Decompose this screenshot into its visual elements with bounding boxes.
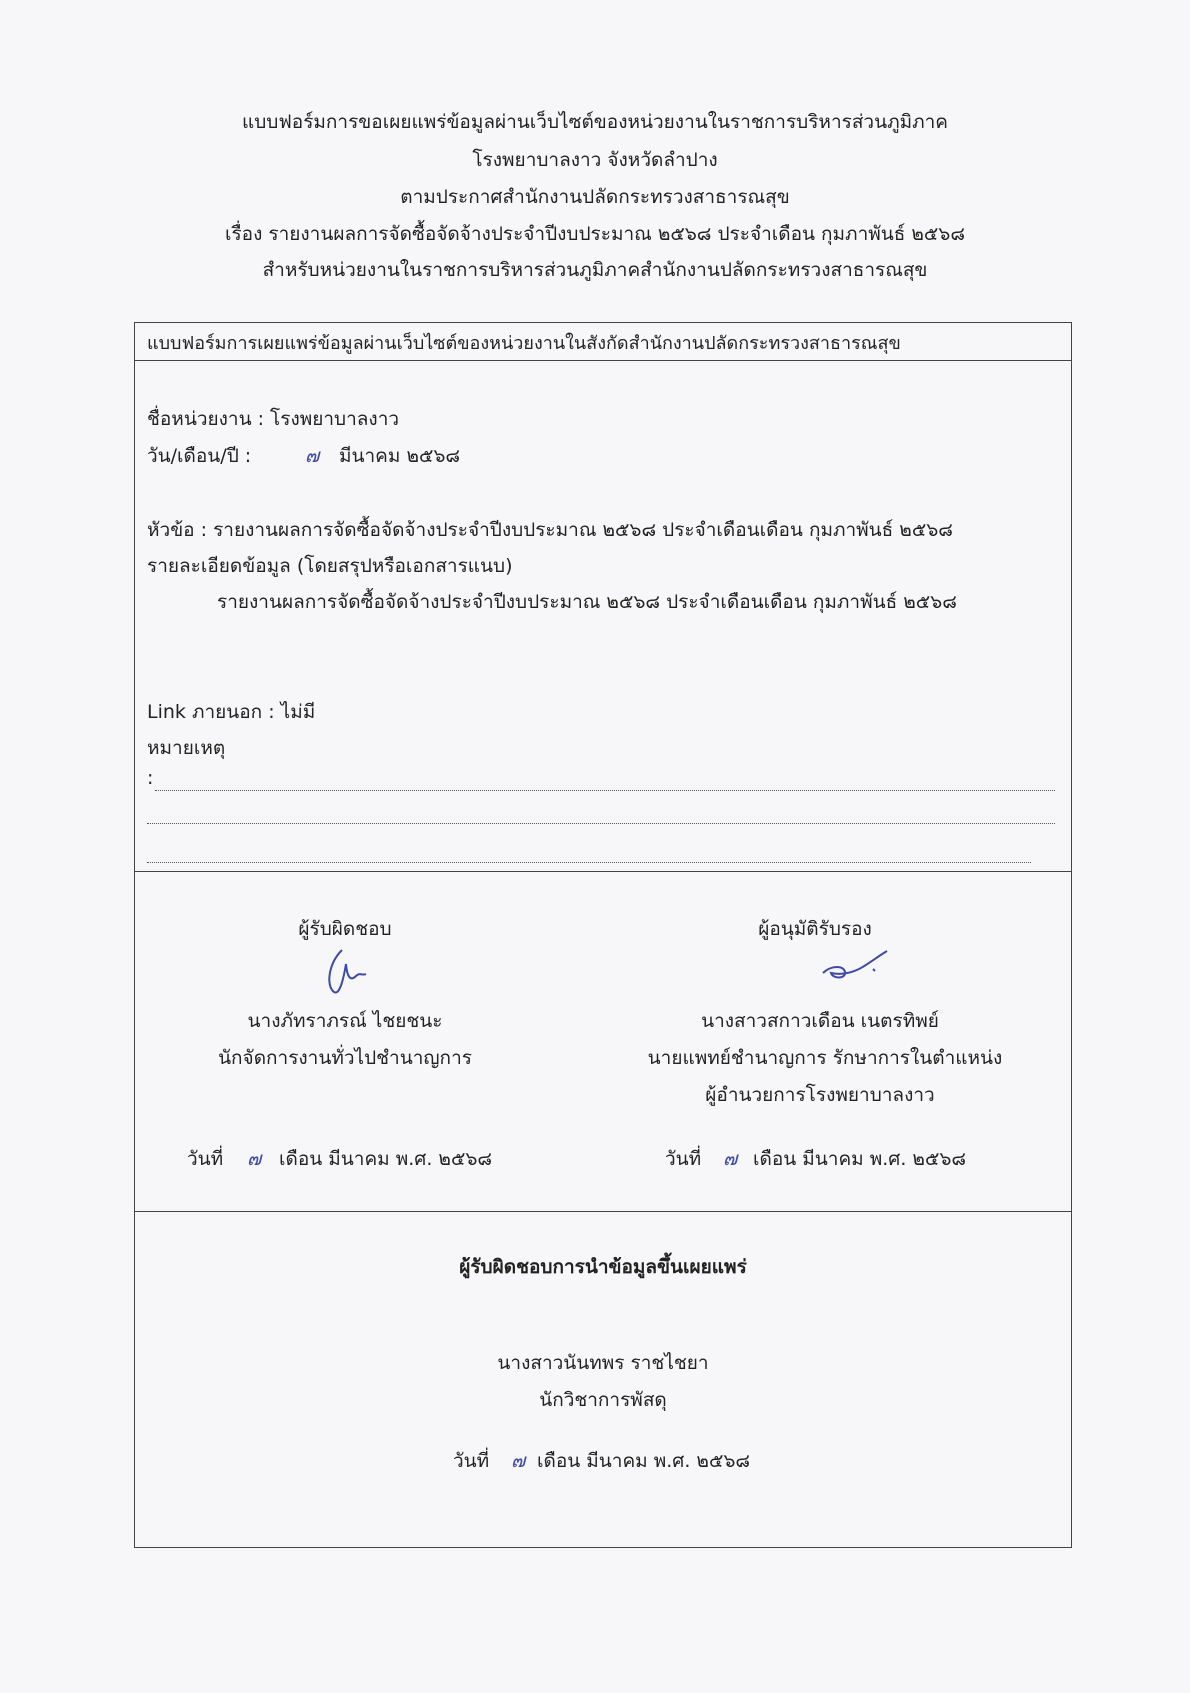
publisher-date-day: ๗ <box>511 1450 526 1472</box>
approver-heading: ผู้อนุมัติรับรอง <box>758 918 872 940</box>
detail-text: รายงานผลการจัดซื้อจัดจ้างประจำปีงบประมาณ ๒๕๖๘ ประจำเดือนเดือน กุมภาพันธ์ ๒๕๖๘ <box>217 591 957 613</box>
header-line-1: แบบฟอร์มการขอเผยแพร่ข้อมูลผ่านเว็บไซต์ของหน่วยงานในราชการบริหารส่วนภูมิภาค <box>241 111 949 133</box>
responsible-position: นักจัดการงานทั่วไปชำนาญการ <box>218 1047 472 1069</box>
publisher-position: นักวิชาการพัสดุ <box>539 1389 667 1411</box>
approver-position-1: นายแพทย์ชำนาญการ รักษาการในตำแหน่ง <box>647 1047 1003 1069</box>
header-line-3: ตามประกาศสำนักงานปลัดกระทรวงสาธารณสุข <box>400 186 790 208</box>
remark-dotted-line-3 <box>147 862 1031 863</box>
header-line-4: เรื่อง รายงานผลการจัดซื้อจัดจ้างประจำปีงบประมาณ ๒๕๖๘ ประจำเดือน กุมภาพันธ์ ๒๕๖๘ <box>224 223 966 245</box>
publisher-date-rest: เดือน มีนาคม พ.ศ. ๒๕๖๘ <box>537 1450 751 1472</box>
remark-dotted-line-1 <box>155 790 1055 791</box>
responsible-date-day: ๗ <box>247 1148 262 1170</box>
date-label: วัน/เดือน/ปี : <box>147 445 252 467</box>
header-line-2: โรงพยาบาลงาว จังหวัดลำปาง <box>472 149 718 171</box>
responsible-name: นางภัทราภรณ์ ไชยชนะ <box>247 1010 443 1032</box>
remark-dotted-line-2 <box>147 823 1055 824</box>
responsible-signature-icon <box>320 946 380 998</box>
approver-name: นางสาวสกาวเดือน เนตรทิพย์ <box>701 1010 939 1032</box>
responsible-date-rest: เดือน มีนาคม พ.ศ. ๒๕๖๘ <box>279 1148 493 1170</box>
responsible-date-prefix: วันที่ <box>187 1148 224 1170</box>
detail-label: รายละเอียดข้อมูล (โดยสรุปหรือเอกสารแนบ) <box>147 555 513 577</box>
approver-position-2: ผู้อำนวยการโรงพยาบาลงาว <box>705 1084 935 1106</box>
divider <box>135 360 1071 361</box>
link-label: Link ภายนอก : ไม่มี <box>147 701 316 723</box>
approver-date-prefix: วันที่ <box>665 1148 702 1170</box>
approver-signature-icon <box>815 947 895 987</box>
form-title: แบบฟอร์มการเผยแพร่ข้อมูลผ่านเว็บไซต์ของหน่วยงานในสังกัดสำนักงานปลัดกระทรวงสาธารณสุข <box>147 333 901 354</box>
subject-line: หัวข้อ : รายงานผลการจัดซื้อจัดจ้างประจำปีงบประมาณ ๒๕๖๘ ประจำเดือนเดือน กุมภาพันธ์ ๒๕๖๘ <box>147 519 953 541</box>
publisher-date-prefix: วันที่ <box>453 1450 490 1472</box>
form-box <box>134 322 1072 1548</box>
date-value: มีนาคม ๒๕๖๘ <box>339 445 461 467</box>
divider <box>135 871 1071 872</box>
publisher-name: นางสาวนันทพร ราชไชยา <box>497 1352 709 1374</box>
responsible-heading: ผู้รับผิดชอบ <box>298 918 392 940</box>
remark-label: หมายเหตุ <box>147 737 226 759</box>
remark-colon: : <box>147 767 154 789</box>
approver-date-day: ๗ <box>723 1148 738 1170</box>
publisher-heading: ผู้รับผิดชอบการนำข้อมูลขึ้นเผยแพร่ <box>459 1256 747 1278</box>
divider <box>135 1211 1071 1212</box>
header-line-5: สำหรับหน่วยงานในราชการบริหารส่วนภูมิภาคสำนักงานปลัดกระทรวงสาธารณสุข <box>262 259 928 281</box>
unit-name: ชื่อหน่วยงาน : โรงพยาบาลงาว <box>147 408 400 430</box>
date-day-handwritten: ๗ <box>305 445 320 467</box>
approver-date-rest: เดือน มีนาคม พ.ศ. ๒๕๖๘ <box>753 1148 967 1170</box>
